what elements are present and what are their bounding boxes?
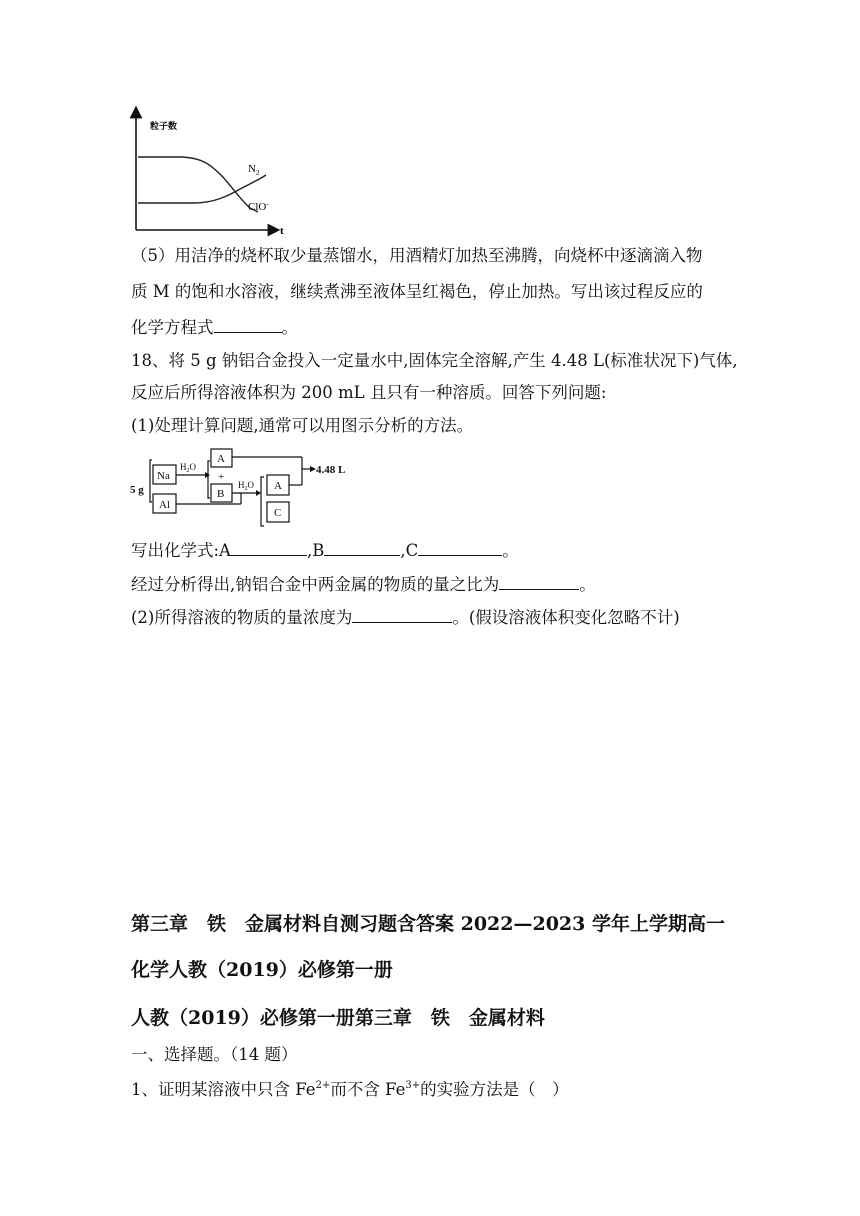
h2o-label-2: $H_2O$ <box>238 480 254 492</box>
clo-curve <box>138 157 258 212</box>
h2o-label-1: $H_2O$ <box>180 462 196 474</box>
q18-line-2: 反应后所得溶液体积为 200 mL 且只有一种溶质。回答下列问题: <box>131 383 607 402</box>
particle-graph <box>124 104 294 238</box>
q5-line-1: （5）用洁净的烧杯取少量蒸馏水，用酒精灯加热至沸腾，向烧杯中逐滴滴入物 <box>131 246 703 265</box>
concentration-answer-blank[interactable] <box>352 607 452 623</box>
x-axis-label: t <box>280 225 284 237</box>
chapter-title-line-1: 第三章 铁 金属材料自测习题含答案 2022—2023 学年上学期高一 <box>131 913 725 935</box>
ratio-line: 经过分析得出,钠铝合金中两金属的物质的量之比为 。 <box>131 575 596 594</box>
reaction-flow-diagram <box>128 444 360 530</box>
clo-label: ClO- <box>248 200 269 213</box>
y-axis-label: 粒子数 <box>150 121 178 131</box>
q5-answer-blank[interactable] <box>214 317 282 333</box>
na-label: Na <box>157 470 170 482</box>
question-1: 1、证明某溶液中只含 $Fe^{2+}$而不含 $Fe^{3+}$的实验方法是（ ） <box>131 1080 569 1099</box>
chapter-title-line-2: 化学人教（2019）必修第一册 <box>131 959 393 981</box>
mass-label: 5 g <box>130 484 144 496</box>
q18-line-3: (1)处理计算问题,通常可以用图示分析的方法。 <box>131 416 474 435</box>
a-label-1: A <box>217 453 225 465</box>
volume-label: 4.48 L <box>316 464 346 476</box>
n2-curve <box>138 175 266 203</box>
answer-blank-c[interactable] <box>418 540 502 556</box>
al-label: Al <box>159 499 170 511</box>
ratio-answer-blank[interactable] <box>499 574 579 590</box>
q5-line-3: 化学方程式 。 <box>131 318 298 337</box>
chapter-subtitle: 人教（2019）必修第一册第三章 铁 金属材料 <box>131 1007 545 1029</box>
answer-blank-a[interactable] <box>231 540 307 556</box>
b-label: B <box>217 488 225 500</box>
a-label-2: A <box>274 480 282 492</box>
answer-blank-b[interactable] <box>324 540 400 556</box>
plus-sign: + <box>218 471 225 483</box>
q5-line-2: 质 M 的饱和水溶液，继续煮沸至液体呈红褐色，停止加热。写出该过程反应的 <box>131 282 703 301</box>
concentration-line: (2)所得溶液的物质的量浓度为 。(假设溶液体积变化忽略不计) <box>131 608 680 627</box>
n2-label: $N_2$ <box>248 163 260 177</box>
q18-line-1: 18、将 5 g 钠铝合金投入一定量水中,固体完全溶解,产生 4.48 L(标准状况下)气体, <box>131 351 738 370</box>
section-heading: 一、选择题。（14 题） <box>131 1045 298 1064</box>
c-label: C <box>274 507 282 519</box>
formula-line: 写出化学式:A ,B ,C 。 <box>131 541 519 560</box>
